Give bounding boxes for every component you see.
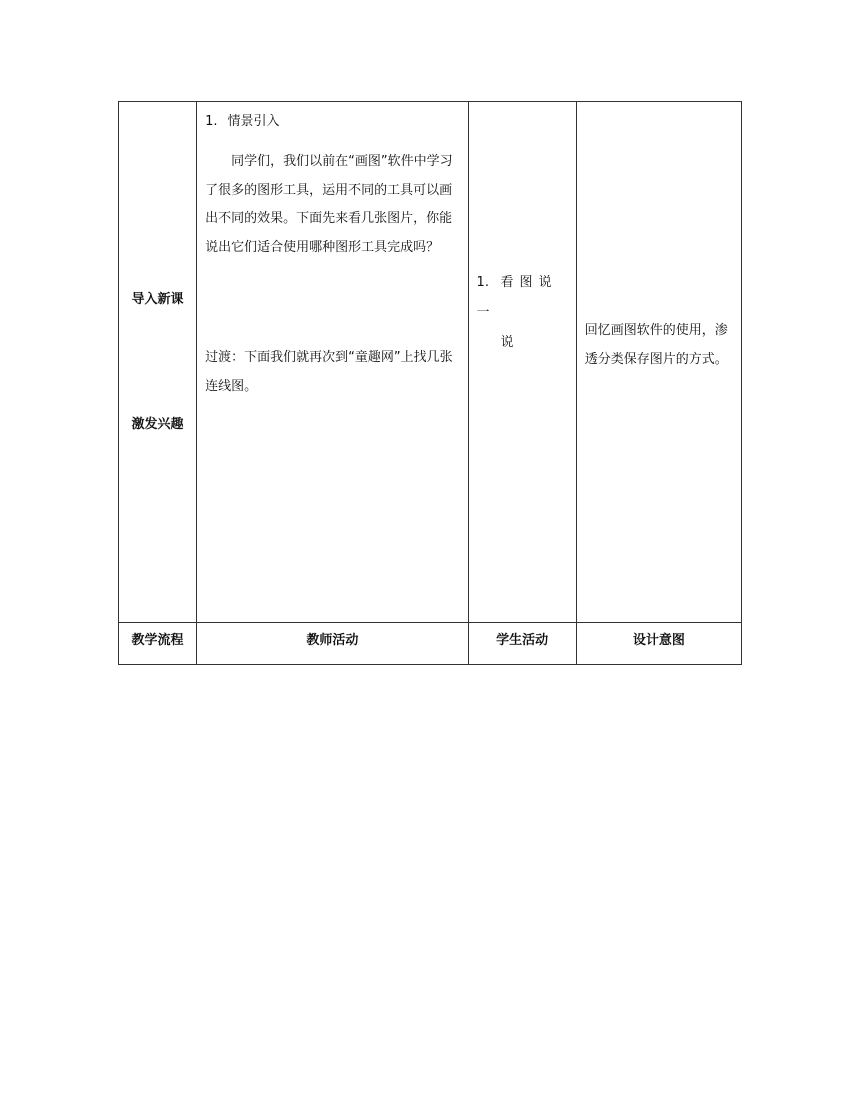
teacher-transition: 过渡：下面我们就再次到“童趣网”上找几张连线图。 [205, 350, 453, 394]
header-teacher-activity: 教师活动 [197, 622, 468, 664]
flow-label-interest: 激发兴趣 [131, 417, 184, 432]
teacher-activity-cell [197, 102, 468, 623]
header-student-activity: 学生活动 [468, 622, 576, 664]
teacher-paragraph: 同学们，我们以前在“画图”软件中学习了很多的图形工具，运用不同的工具可以画出不同的效果。下面先来看几张图片，你能说出它们适合使用哪种图形工具完成吗？ [205, 154, 453, 255]
teacher-heading-text: 情景引入 [227, 114, 280, 129]
table-row [119, 102, 742, 623]
flow-cell [119, 102, 197, 623]
header-design-intent: 设计意图 [576, 622, 741, 664]
design-intent-cell [576, 102, 741, 623]
student-activity-cell [468, 102, 576, 623]
student-activity-item [477, 268, 571, 358]
lesson-plan-table [118, 101, 742, 665]
header-teaching-flow: 教学流程 [119, 622, 197, 664]
teacher-heading [205, 110, 279, 129]
teacher-heading-number: 1. [205, 114, 218, 129]
design-intent-text: 回忆画图软件的使用，渗透分类保存图片的方式。 [584, 323, 728, 367]
flow-label-intro: 导入新课 [131, 292, 184, 307]
student-item-number: 1. [476, 275, 489, 290]
student-item-text: 看图说一 [476, 275, 558, 320]
student-item-text-continued: 说 [500, 335, 514, 350]
table-header-row [119, 622, 742, 664]
